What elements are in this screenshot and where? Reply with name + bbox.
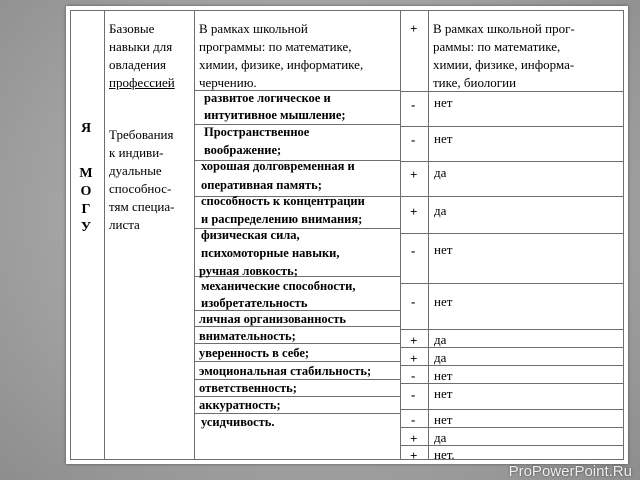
requirements-line-1: Требования [109, 127, 174, 142]
base-skills-line-4: профессией [109, 75, 175, 90]
col2-header-line-1: В рамках школьной [199, 21, 308, 36]
requirement-text: физическая сила, [201, 228, 300, 242]
sign-cell: + [410, 431, 418, 446]
vertical-letter-5: У [80, 220, 92, 235]
answer-cell: да [434, 350, 447, 365]
requirement-text: внимательность; [199, 329, 296, 343]
requirement-text: оперативная память; [201, 178, 322, 192]
requirement-text: хорошая долговременная и [201, 159, 355, 173]
col2-header-line-3: химии, физике, информатике, [199, 57, 364, 72]
answer-cell: нет [434, 412, 453, 427]
requirements-line-6: листа [109, 217, 140, 232]
requirement-text: уверенность в себе; [199, 346, 310, 360]
answer-cell: нет [434, 95, 453, 110]
col4-header-line-1: В рамках школьной прог- [433, 21, 575, 36]
requirement-text: Пространственное [204, 125, 310, 139]
answer-cell: нет [434, 242, 453, 257]
answer-cell: нет [434, 294, 453, 309]
requirement-text: и распределению внимания; [201, 212, 363, 226]
sign-cell: + [410, 333, 418, 348]
sign-cell: - [411, 294, 416, 309]
requirement-text: ручная ловкость; [199, 264, 298, 278]
requirement-text: психомоторные навыки, [201, 246, 340, 260]
requirements-line-2: к индиви- [109, 145, 164, 160]
sign-cell: - [411, 97, 416, 112]
requirement-text: способность к концентрации [201, 194, 365, 208]
col2-header-line-2: программы: по математике, [199, 39, 352, 54]
sign-cell: - [411, 368, 416, 383]
answer-cell: да [434, 203, 447, 218]
requirements-line-5: тям специа- [109, 199, 175, 214]
requirement-text: эмоциональная стабильность; [199, 364, 372, 378]
vertical-letter-3: О [80, 184, 92, 199]
answer-cell: да [434, 332, 447, 347]
answer-cell: нет [434, 386, 453, 401]
requirement-text: изобретательность [201, 296, 308, 310]
col4-header-line-4: тике, биологии [433, 75, 517, 90]
sign-cell: + [410, 204, 418, 219]
requirement-text: воображение; [204, 143, 282, 157]
vertical-letter-2: М [79, 166, 93, 181]
watermark: ProPowerPoint.Ru [508, 463, 632, 480]
requirement-text: интуитивное мышление; [204, 108, 346, 122]
answer-cell: да [434, 430, 447, 445]
requirements-line-3: дуальные [109, 163, 162, 178]
col4-header-line-3: химии, физике, информа- [433, 57, 575, 72]
col2-header-line-4: черчению. [199, 75, 257, 90]
answer-cell: да [434, 165, 447, 180]
sign-cell: - [411, 412, 416, 427]
sign-cell: + [410, 167, 418, 182]
requirements-line-4: способнос- [109, 181, 172, 196]
vertical-letter-4: Г [81, 202, 91, 217]
sign-cell: - [411, 132, 416, 147]
sign-cell: + [410, 351, 418, 366]
header-sign: + [410, 21, 418, 36]
requirement-text: усидчивость. [201, 415, 275, 429]
answer-cell: нет [434, 131, 453, 146]
answer-cell: нет [434, 368, 453, 383]
requirement-text: личная организованность [199, 312, 346, 326]
vertical-letter-1: Я [80, 121, 92, 136]
requirement-text: аккуратность; [199, 398, 281, 412]
requirement-text: развитое логическое и [204, 91, 331, 105]
answer-cell: нет. [434, 447, 455, 462]
sign-cell: + [410, 448, 418, 463]
sign-cell: - [411, 387, 416, 402]
requirement-text: ответственность; [199, 381, 297, 395]
base-skills-line-2: навыки для [109, 39, 173, 54]
sign-cell: - [411, 243, 416, 258]
requirement-text: механические способности, [201, 279, 356, 293]
base-skills-line-3: овладения [109, 57, 167, 72]
col4-header-line-2: раммы: по математике, [433, 39, 561, 54]
base-skills-line-1: Базовые [109, 21, 155, 36]
